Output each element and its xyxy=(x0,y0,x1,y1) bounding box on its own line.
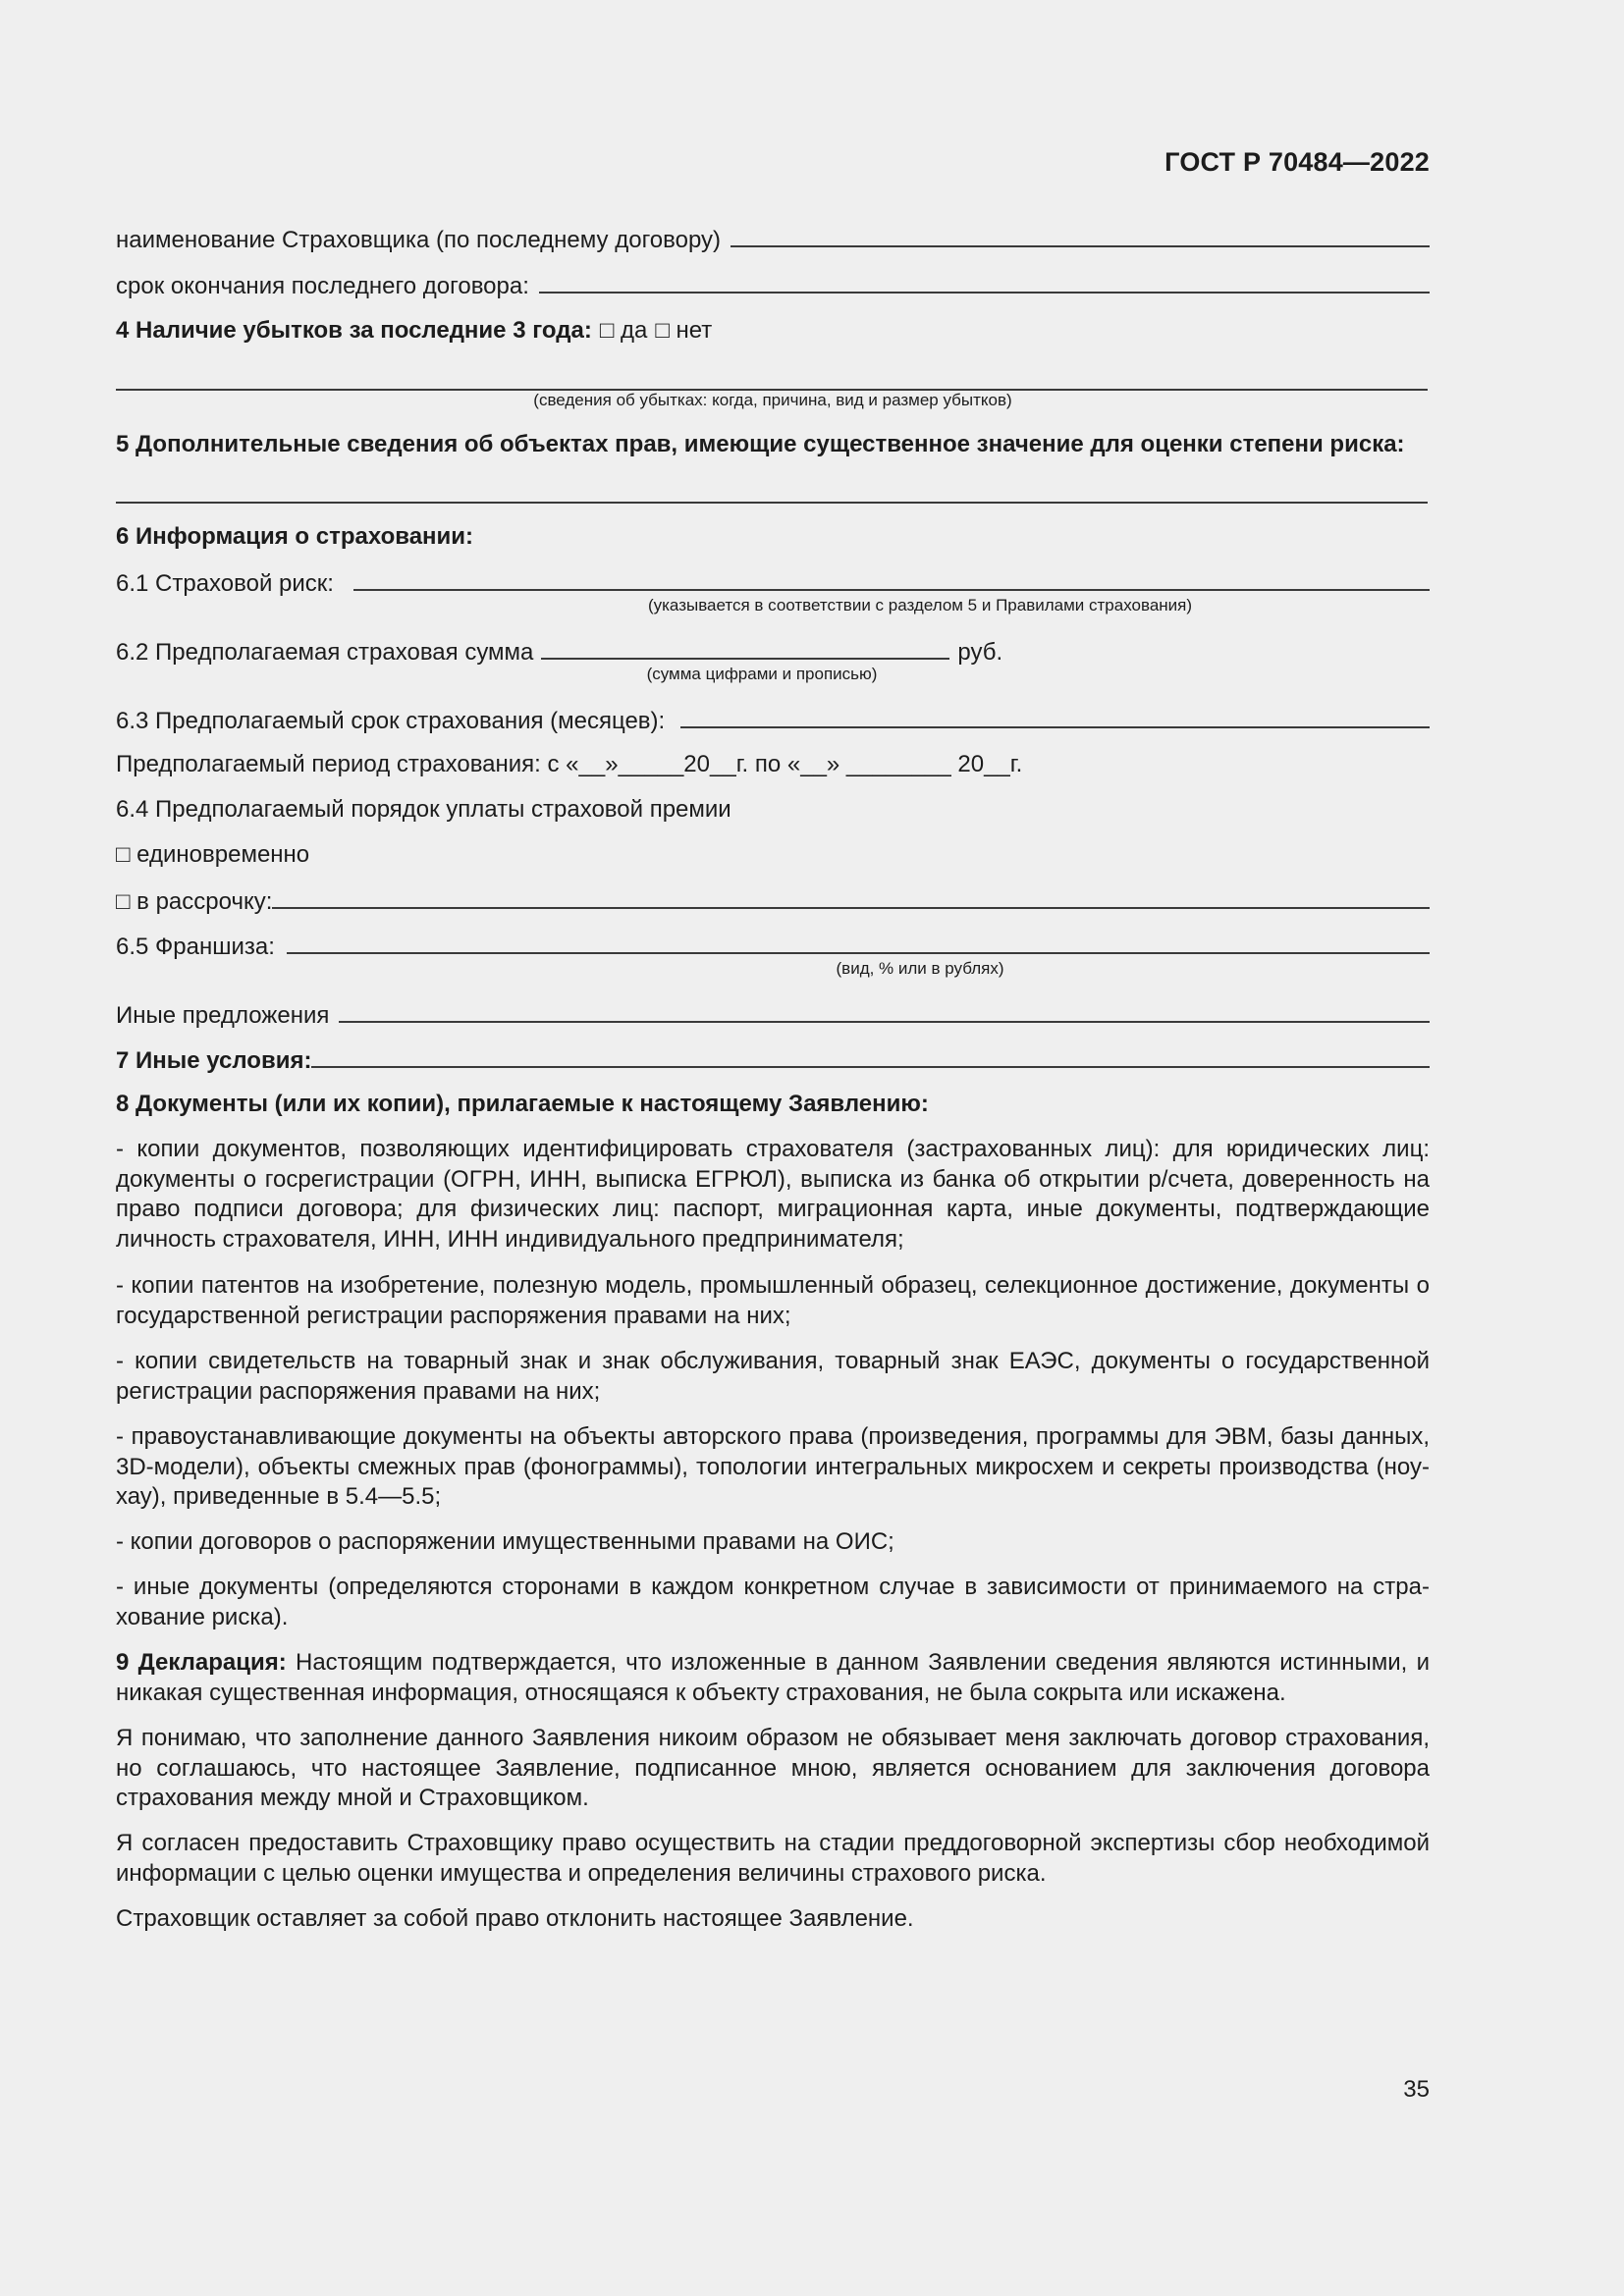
insurer-name-label: наименование Страховщика (по последнему договору) xyxy=(116,227,722,253)
declaration-paragraph xyxy=(116,1648,1430,1708)
other-terms-row xyxy=(116,1044,1430,1076)
doc-item-2: - копии патентов на изобретение, полезную модель, промышленный образец, селекционное достижение, документы о государственной регистрации распоряжения правами на них; xyxy=(116,1272,1430,1329)
losses-row xyxy=(116,316,1430,346)
declaration-title: 9 Декларация: xyxy=(116,1649,287,1676)
section-8-title: 8 Документы (или их копии), прилагаемые к настоящему Заявлению: xyxy=(116,1091,929,1117)
rejection-paragraph: Страховщик оставляет за собой право отклонить настоящее Заявление. xyxy=(116,1905,914,1932)
risk-row xyxy=(116,567,1430,599)
sum-row xyxy=(116,636,1430,667)
other-terms-label: 7 Иные условия: xyxy=(116,1047,312,1074)
other-offers-row xyxy=(116,999,1430,1031)
period-row[interactable]: Предполагаемый период страхования: с «__»_____20__г. по «__» ________ 20__г. xyxy=(116,751,1023,777)
losses-yes-checkbox[interactable]: □ да xyxy=(599,317,648,344)
losses-title: 4 Наличие убытков за последние 3 года: xyxy=(116,317,592,344)
insurer-name-field[interactable] xyxy=(731,224,1430,247)
pay-once-option[interactable]: □ единовременно xyxy=(116,841,310,868)
section-5-field[interactable] xyxy=(116,502,1428,504)
deductible-label: 6.5 Франшиза: xyxy=(116,934,275,960)
other-terms-field[interactable] xyxy=(311,1044,1430,1068)
declaration-text: Настоящим подтверждается, что изложенные в данном Заявлении сведения являются истинными, и никакая существенная информация, относящаяся к объекту страхования, не была сокрыта или искажена. xyxy=(116,1649,1430,1706)
doc-item-5: - копии договоров о распоряжении имущественными правами на ОИС; xyxy=(116,1528,894,1555)
other-offers-label: Иные предложения xyxy=(116,1002,330,1029)
pay-installment-field[interactable] xyxy=(272,885,1430,909)
deductible-row xyxy=(116,931,1430,962)
understanding-paragraph: Я понимаю, что заполнение данного Заявления никоим образом не обязывает меня заключать договор страхования, но соглашаюсь, что настоящее Заявление, подписанное мною, является основанием для заключения договора страхования между мной и Страховщиком. xyxy=(116,1725,1430,1811)
page-number: 35 xyxy=(1403,2076,1430,2103)
deductible-field[interactable] xyxy=(287,931,1430,954)
losses-no-checkbox[interactable]: □ нет xyxy=(655,317,713,344)
sum-label: 6.2 Предполагаемая страховая сумма xyxy=(116,639,534,666)
term-row xyxy=(116,705,1430,736)
losses-caption: (сведения об убытках: когда, причина, вид и размер убытков) xyxy=(533,391,1012,409)
section-6-title: 6 Информация о страховании: xyxy=(116,523,474,550)
term-label: 6.3 Предполагаемый срок страхования (месяцев): xyxy=(116,708,666,734)
doc-item-6: - иные документы (определяются сторонами в каждом конкретном случае в зависимости от принимаемого на страхование риска). xyxy=(116,1574,1430,1630)
risk-label: 6.1 Страховой риск: xyxy=(116,570,334,597)
doc-item-4: - правоустанавливающие документы на объекты авторского права (произведения, программы для ЭВМ, базы данных, 3D-модели), объекты смежных прав (фонограммы), топологии интегральных микросхем и секреты производства (ноу-хау), приведенные в 5.4—5.5; xyxy=(116,1423,1430,1510)
doc-item-3: - копии свидетельств на товарный знак и знак обслуживания, товарный знак ЕАЭС, документы о государственной регистрации распоряжения правами на них; xyxy=(116,1348,1430,1405)
sum-unit: руб. xyxy=(957,639,1003,666)
contract-end-row xyxy=(116,270,1430,301)
sum-caption: (сумма цифрами и прописью) xyxy=(646,665,878,683)
section-5-title: 5 Дополнительные сведения об объектах прав, имеющие существенное значение для оценки степени риска: xyxy=(116,431,1405,457)
risk-field[interactable] xyxy=(353,567,1430,591)
contract-end-label: срок окончания последнего договора: xyxy=(116,273,529,299)
insurer-name-row xyxy=(116,224,1430,255)
doc-item-1: - копии документов, позволяющих идентифицировать страхователя (застрахованных лиц): для юридических лиц: документы о госрегистрации (ОГРН, ИНН, выписка ЕГРЮЛ), выписка из банка об открытии р/счета, доверенность на право подписи договора; для физических лиц: паспорт, миграционная карта, иные документы, подтверждающие личность страхователя, ИНН, ИНН индивидуального предпринимателя; xyxy=(116,1136,1430,1253)
pay-installment-row xyxy=(116,885,1430,917)
pay-installment-option[interactable]: □ в рассрочку: xyxy=(116,888,273,915)
deductible-caption: (вид, % или в рублях) xyxy=(836,959,1004,978)
document-code: ГОСТ Р 70484—2022 xyxy=(1164,147,1430,177)
sum-field[interactable] xyxy=(541,636,949,660)
term-field[interactable] xyxy=(680,705,1430,728)
document-page xyxy=(116,0,1430,2296)
payment-label: 6.4 Предполагаемый порядок уплаты страховой премии xyxy=(116,796,731,823)
contract-end-field[interactable] xyxy=(539,270,1430,294)
other-offers-field[interactable] xyxy=(339,999,1430,1023)
risk-caption: (указывается в соответствии с разделом 5 и Правилами страхования) xyxy=(647,596,1193,614)
consent-paragraph: Я согласен предоставить Страховщику право осуществить на стадии преддоговорной экспертизы сбор необходимой информации с целью оценки имущества и определения величины страхового риска. xyxy=(116,1830,1430,1887)
